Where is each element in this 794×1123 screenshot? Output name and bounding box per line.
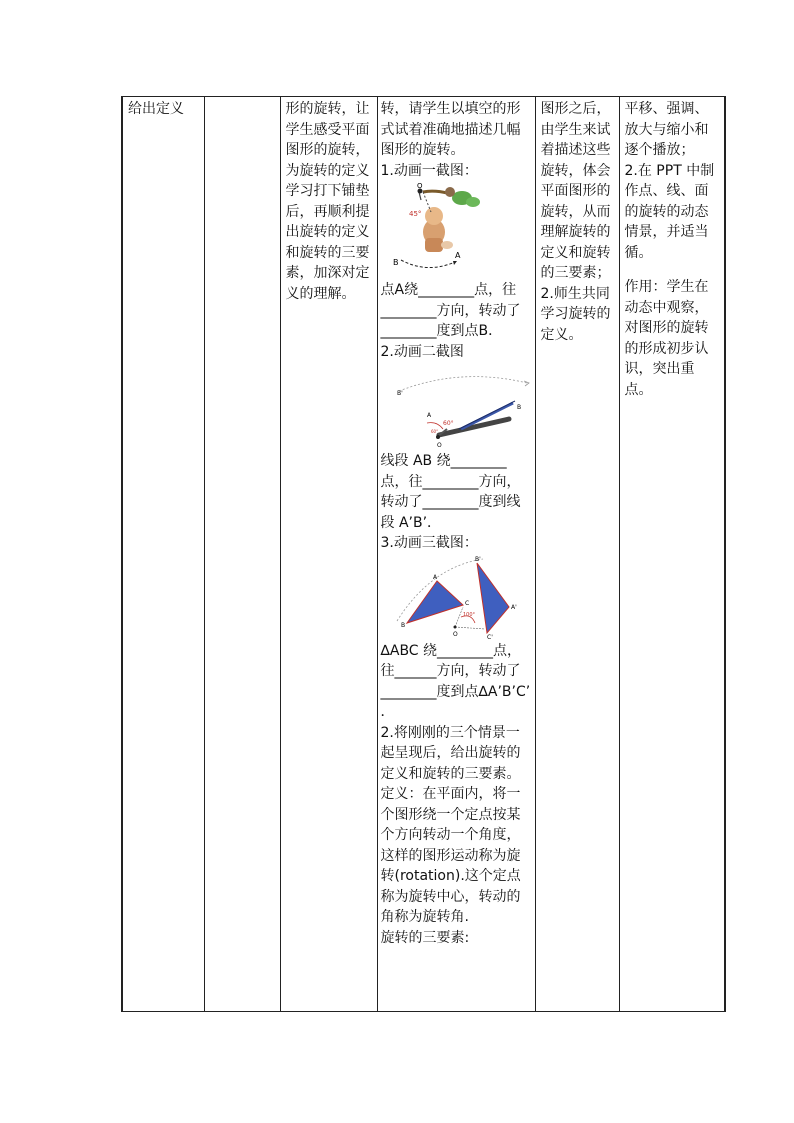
media-usage-text: 平移、强调、放大与缩小和逐个播放； 2.在 PPT 中制作点、线、面的旋转的动态情景，并适当循。: [624, 101, 715, 261]
label-angle60: 60°: [442, 420, 454, 427]
question3: ∆ABC 绕________点，往______方向，转动了________度到点∆A’B’C’ ．: [380, 642, 531, 720]
question2: 线段 AB 绕________点，往________方向，转动了________度到线段 A’B’．: [380, 453, 521, 531]
design-intent-text: 形的旋转，让学生感受平面图形的旋转，为旋转的定义学习打下铺垫后，再顺利提出旋转的定义和旋转的三要素，加深对定义的理解。: [285, 101, 370, 302]
label-cprime3: C': [486, 633, 493, 639]
label-o2: O: [436, 442, 442, 449]
wiper-rotation-icon: [381, 363, 531, 449]
three-elements-text: 旋转的三要素:: [380, 929, 470, 946]
pendulum-figure-icon: [387, 182, 537, 278]
figure1-title: 1.动画一截图：: [380, 162, 478, 179]
figure2-title: 2.动画二截图: [380, 343, 464, 360]
label-a3: A: [432, 573, 437, 581]
label-o3: O: [452, 630, 458, 638]
label-aprime3: A': [510, 603, 517, 611]
label-b2: B: [516, 404, 521, 411]
label-a: A: [454, 251, 460, 260]
section-title-cell: [122, 97, 204, 1012]
question1: 点A绕________点，往________方向，转动了________度到点B．: [380, 282, 521, 339]
media-purpose-text: 作用：学生在动态中观察，对图形的旋转的形成初步认识，突出重点。: [624, 279, 709, 398]
label-b: B: [392, 258, 398, 267]
label-bprime3: B': [474, 555, 481, 563]
label-c3: C: [464, 599, 469, 607]
student-activity-text: 图形之后，由学生来试着描述这些旋转，体会平面图形的旋转，从而理解旋转的定义和旋转的三要素； 2.师生共同学习旋转的定义。: [540, 101, 611, 343]
label-b3: B: [400, 621, 405, 629]
section-title: 给出定义: [128, 101, 184, 117]
label-angle: 45°: [408, 210, 421, 218]
lesson-table: [121, 96, 726, 1012]
design-intent-cell: [280, 97, 377, 1012]
label-bprime: B': [396, 390, 403, 397]
label-a2: A: [426, 412, 431, 419]
figure3-title: 3.动画三截图：: [380, 535, 478, 551]
student-activity-cell: [535, 97, 619, 1012]
intro-text: 转，请学生以填空的形式试着准确地描述几幅图形的旋转。: [380, 101, 521, 158]
label-o: O: [416, 182, 423, 190]
definition-text: 定义：在平面内，将一个图形绕一个定点按某个方向转动一个角度，这样的图形运动称为旋转(rotation).这个定点称为旋转中心，转动的角称为旋转角.: [380, 786, 521, 925]
step2-text: 2.将刚刚的三个情景一起呈现后，给出旋转的定义和旋转的三要素。: [380, 724, 521, 782]
label-angle60b: 60°: [430, 429, 438, 434]
empty-cell: [204, 97, 280, 1012]
triangle-rotation-icon: [391, 555, 541, 639]
media-usage-cell: [619, 97, 725, 1012]
teaching-process-cell: [377, 97, 535, 1012]
label-angle100: 100°: [462, 611, 475, 618]
